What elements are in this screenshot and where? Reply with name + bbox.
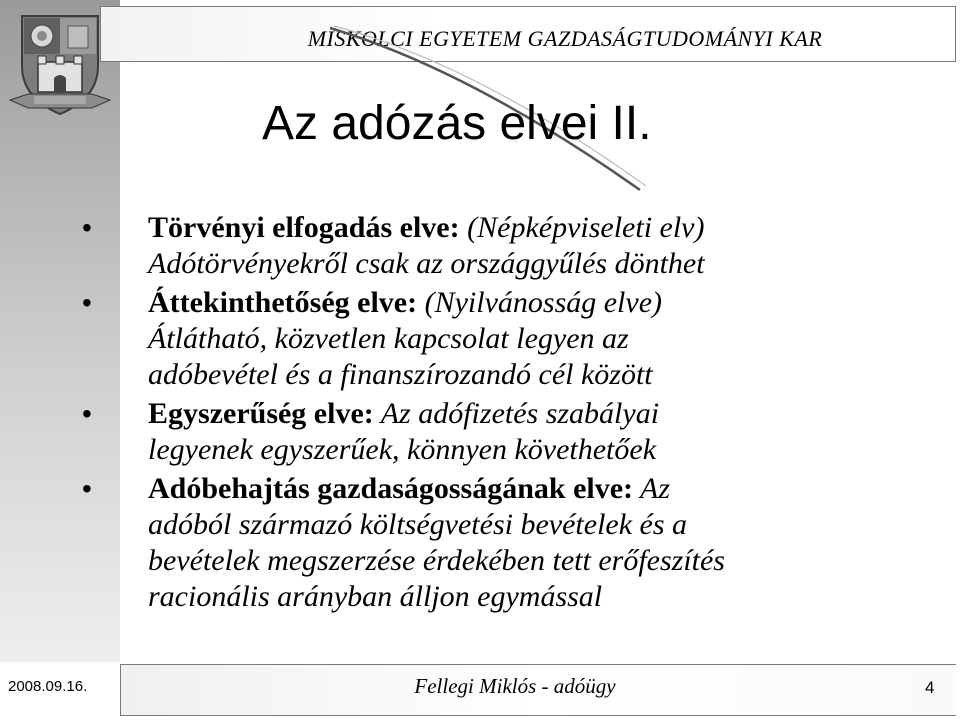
principle-description: adóbevétel és a finanszírozandó cél között xyxy=(148,358,653,391)
principle-description: Adótörvényekről csak az országgyűlés dönthet xyxy=(148,247,705,280)
principle-name: Adóbehajtás gazdaságosságának elve: xyxy=(148,472,634,505)
principle-name: Egyszerűség elve: xyxy=(148,397,374,430)
principle-note: (Nyilvánosság elve) xyxy=(417,286,663,319)
principle-description: Átlátható, közvetlen kapcsolat legyen az xyxy=(148,322,629,355)
principle-note: (Népképviseleti elv) xyxy=(459,211,705,244)
principle-note: Az xyxy=(633,472,671,505)
principles-list xyxy=(148,210,928,618)
footer-author: Fellegi Miklós - adóügy xyxy=(414,674,616,698)
page-number: 4 xyxy=(925,678,935,697)
list-item xyxy=(148,471,928,615)
list-item xyxy=(148,396,928,468)
principle-description: legyenek egyszerűek, könnyen követhetőek xyxy=(148,433,657,466)
university-crest-icon xyxy=(8,8,112,118)
slide-title: Az adózás elvei II. xyxy=(262,97,652,150)
principle-description: adóból származó költségvetési bevételek és a xyxy=(148,508,688,541)
list-item xyxy=(148,285,928,393)
list-item xyxy=(148,210,928,282)
principle-description: racionális arányban álljon egymással xyxy=(148,580,603,613)
institution-name: MISKOLCI EGYETEM GAZDASÁGTUDOMÁNYI KAR xyxy=(307,26,823,51)
principle-name: Törvényi elfogadás elve: xyxy=(148,211,460,244)
footer-date: 2008.09.16. xyxy=(8,678,88,695)
principle-note: Az adófizetés szabályai xyxy=(373,397,660,430)
principle-description: bevételek megszerzése érdekében tett erőfeszítés xyxy=(148,544,725,577)
principle-name: Áttekinthetőség elve: xyxy=(148,286,418,319)
